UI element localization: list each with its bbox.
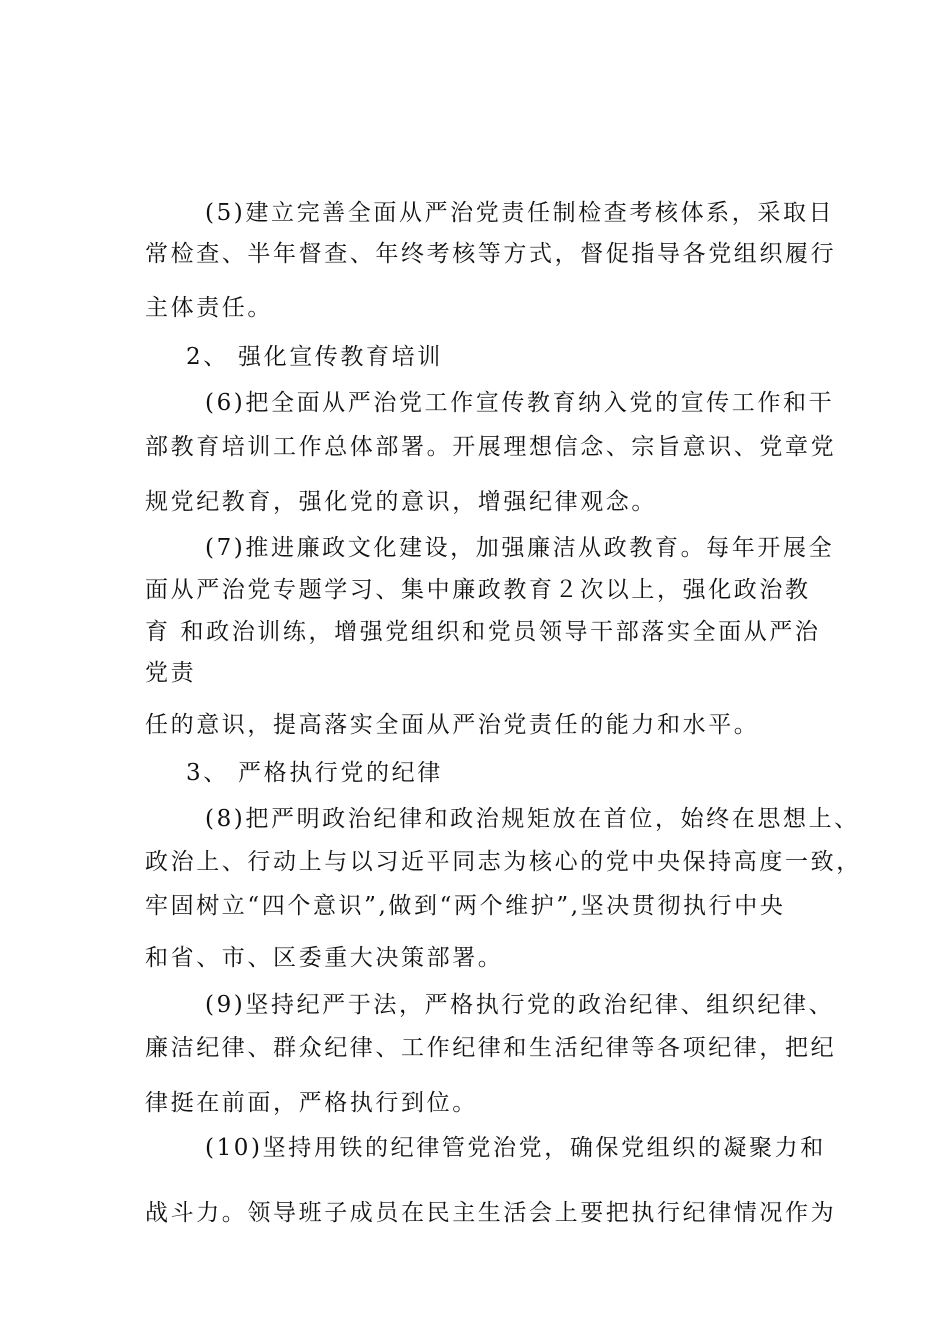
paragraph-line: 主体责任。 xyxy=(145,295,273,321)
section-number: 3、 xyxy=(186,760,229,786)
paragraph-line: 部教育培训工作总体部署。开展理想信念、宗旨意识、党章党 xyxy=(145,434,837,460)
paragraph-line: 党责 xyxy=(145,660,197,686)
section-number: 2、 xyxy=(186,344,229,370)
paragraph-line: 牢固树立“四个意识”,做到“两个维护”,坚决贯彻执行中央 xyxy=(145,893,786,919)
paragraph-line: 和省、市、区委重大决策部署。 xyxy=(145,945,504,971)
paragraph-line: (6)把全面从严治党工作宣传教育纳入党的宣传工作和干 xyxy=(205,390,835,416)
paragraph-line: (9)坚持纪严于法，严格执行党的政治纪律、组织纪律、 xyxy=(205,992,835,1018)
paragraph-line: 常检查、半年督查、年终考核等方式，督促指导各党组织履行 xyxy=(145,241,837,267)
paragraph-line: 律挺在前面，严格执行到位。 xyxy=(145,1090,478,1116)
section-heading: 严格执行党的纪律 xyxy=(238,760,443,786)
paragraph-line: (5)建立完善全面从严治党责任制检查考核体系，采取日 xyxy=(205,200,835,226)
paragraph-line: 规党纪教育，强化党的意识，增强纪律观念。 xyxy=(145,489,657,515)
paragraph-line: 战斗力。领导班子成员在民主生活会上要把执行纪律情况作为 xyxy=(145,1200,837,1226)
paragraph-line: (7)推进廉政文化建设，加强廉洁从政教育。每年开展全 xyxy=(205,535,835,561)
paragraph-line: (10)坚持用铁的纪律管党治党，确保党组织的凝聚力和 xyxy=(205,1135,826,1161)
section-heading: 强化宣传教育培训 xyxy=(238,344,443,370)
paragraph-line: 育 和政治训练，增强党组织和党员领导干部落实全面从严治 xyxy=(145,619,821,645)
paragraph-line: 政治上、行动上与以习近平同志为核心的党中央保持高度一致， xyxy=(145,849,862,875)
paragraph-line: 面从严治党专题学习、集中廉政教育２次以上，强化政治教 xyxy=(145,577,811,603)
paragraph-line: 廉洁纪律、群众纪律、工作纪律和生活纪律等各项纪律，把纪 xyxy=(145,1035,837,1061)
paragraph-line: 任的意识，提高落实全面从严治党责任的能力和水平。 xyxy=(145,712,760,738)
paragraph-line: (8)把严明政治纪律和政治规矩放在首位，始终在思想上、 xyxy=(205,806,860,832)
